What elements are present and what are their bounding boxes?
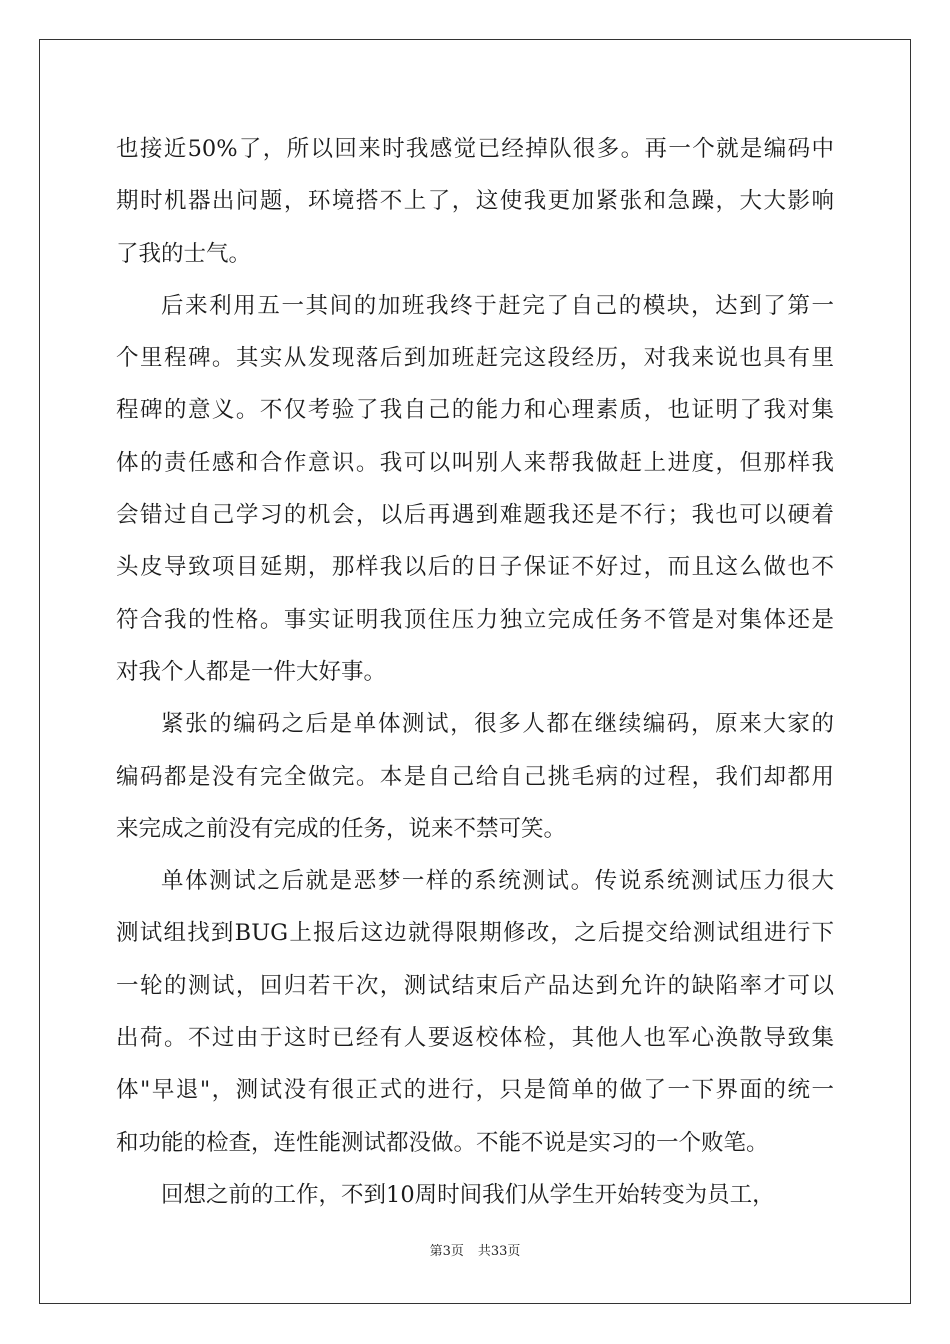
text-line: 后来利用五一其间的加班我终于赶完了自己的模块，达到了第一 <box>161 292 834 319</box>
page-total: 共33页 <box>477 1244 521 1259</box>
text-line: 对我个人都是一件大好事。 <box>116 658 387 685</box>
text-line: 会错过自己学习的机会，以后再遇到难题我还是不行；我也可以硬着 <box>116 502 834 529</box>
text-line: 了我的士气。 <box>116 240 252 267</box>
text-line: 体"早退"，测试没有很正式的进行，只是简单的做了一下界面的统一 <box>116 1077 834 1104</box>
text-line: 也接近50%了，所以回来时我感觉已经掉队很多。再一个就是编码中 <box>116 136 834 162</box>
text-line: 测试组找到BUG上报后这边就得限期修改，之后提交给测试组进行下 <box>116 920 834 947</box>
text-line: 编码都是没有完全做完。本是自己给自己挑毛病的过程，我们却都用 <box>116 763 834 790</box>
text-line: 出荷。不过由于这时已经有人要返校体检，其他人也军心涣散导致集 <box>116 1025 834 1052</box>
text-line: 期时机器出问题，环境搭不上了，这使我更加紧张和急躁，大大影响 <box>116 188 834 215</box>
text-line: 体的责任感和合作意识。我可以叫别人来帮我做赶上进度，但那样我 <box>116 449 834 476</box>
text-line: 程碑的意义。不仅考验了我自己的能力和心理素质，也证明了我对集 <box>116 397 834 424</box>
text-line: 来完成之前没有完成的任务，说来不禁可笑。 <box>116 815 567 842</box>
text-line: 和功能的检查，连性能测试都没做。不能不说是实习的一个败笔。 <box>116 1129 769 1156</box>
text-line: 头皮导致项目延期，那样我以后的日子保证不好过，而且这么做也不 <box>116 554 834 581</box>
text-line: 紧张的编码之后是单体测试，很多人都在继续编码，原来大家的 <box>161 711 834 738</box>
text-line: 回想之前的工作，不到10周时间我们从学生开始转变为员工， <box>161 1181 775 1208</box>
document-body <box>116 123 834 1221</box>
page-footer <box>0 1240 950 1259</box>
text-line: 符合我的性格。事实证明我顶住压力独立完成任务不管是对集体还是 <box>116 606 834 633</box>
text-line: 个里程碑。其实从发现落后到加班赶完这段经历，对我来说也具有里 <box>116 345 834 372</box>
text-line: 单体测试之后就是恶梦一样的系统测试。传说系统测试压力很大 <box>161 868 834 895</box>
page-number: 第3页 <box>429 1244 464 1259</box>
text-line: 一轮的测试，回归若干次，测试结束后产品达到允许的缺陷率才可以 <box>116 972 834 999</box>
